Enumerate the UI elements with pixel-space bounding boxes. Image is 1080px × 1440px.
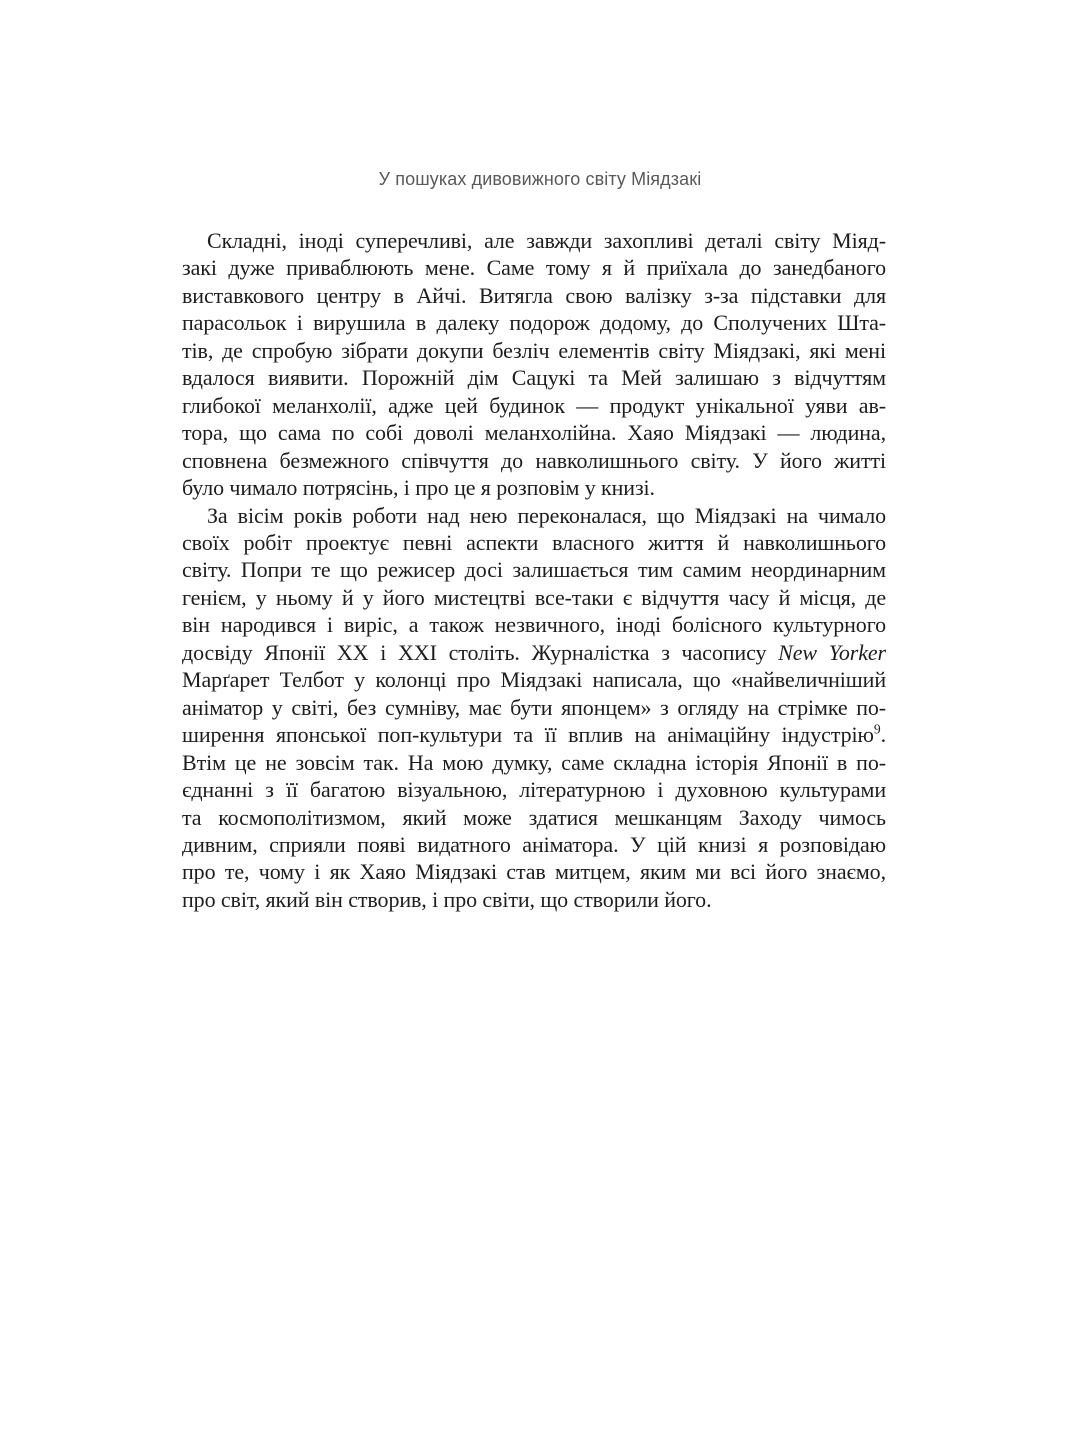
text-line: [182, 639, 886, 666]
text-segment: .: [880, 722, 886, 748]
text-segment: глибокої меланхолії, адже цей будинок — продукт унікальної уяви ав-: [182, 392, 886, 418]
text-line: [182, 392, 886, 419]
text-line: [182, 556, 886, 583]
text-segment: парасольок і вирушила в далеку подорож додому, до Сполучених Шта-: [182, 310, 886, 336]
text-segment: вдалося виявити. Порожній дім Сацукі та Мей залишаю з відчуттям: [182, 365, 886, 391]
text-segment: New Yorker: [778, 639, 887, 665]
text-segment: тора, що сама по собі доволі меланхолійна. Хаяо Міядзакі — людина,: [182, 420, 886, 446]
text-segment: та космополітизмом, який може здатися мешканцям Заходу чимось: [182, 804, 886, 830]
text-segment: закі дуже приваблюють мене. Саме тому я й приїхала до занедбаного: [182, 255, 886, 281]
text-line: [182, 282, 886, 309]
text-segment: світу. Попри те що режисер досі залишається тим самим неординарним: [182, 557, 886, 583]
text-line: [182, 254, 886, 281]
text-line: [182, 611, 886, 638]
text-segment: ширення японської поп-культури та її вплив на анімаційну індустрію: [182, 722, 874, 748]
text-segment: своїх робіт проектує певні аспекти власного життя й навколишнього: [182, 529, 886, 555]
text-line: [182, 337, 886, 364]
text-segment: єднанні з її багатою візуальною, літературною і духовною культурами: [182, 777, 886, 803]
text-segment: досвіду Японії XX і XXI століть. Журналістка з часопису: [182, 639, 779, 665]
text-segment: За вісім років роботи над нею переконалася, що Міядзакі на чимало: [207, 502, 886, 528]
text-line: [182, 474, 886, 501]
text-line: [182, 529, 886, 556]
text-segment: виставкового центру в Айчі. Витягла свою валізку з-за підставки для: [182, 282, 886, 308]
text-segment: тів, де спробую зібрати докупи безліч елементів світу Міядзакі, які мені: [182, 337, 886, 363]
text-line: [182, 831, 886, 858]
text-line: [182, 309, 886, 336]
paragraph-2: [182, 502, 886, 914]
text-line: [182, 804, 886, 831]
text-line: [182, 721, 886, 748]
footnote-reference: 9: [873, 721, 881, 737]
text-block: [182, 227, 886, 913]
text-line: [182, 419, 886, 446]
text-segment: генієм, у ньому й у його мистецтві все-таки є відчуття часу й місця, де: [182, 584, 886, 610]
paragraph-1: [182, 227, 886, 502]
text-line: [182, 447, 886, 474]
text-segment: було чимало потрясінь, і про це я розповім у книзі.: [182, 475, 655, 501]
text-segment: дивним, сприяли появі видатного аніматора. У цій книзі я розповідаю: [182, 831, 886, 857]
text-line: [182, 584, 886, 611]
text-segment: він народився і виріс, а також незвичного, іноді болісного культурного: [182, 612, 886, 638]
text-segment: Складні, іноді суперечливі, але завжди захопливі деталі світу Міяд-: [207, 228, 886, 253]
text-segment: Втім це не зовсім так. На мою думку, саме складна історія Японії в по-: [182, 749, 886, 775]
text-line: [182, 776, 886, 803]
text-line: [182, 749, 886, 776]
text-segment: про те, чому і як Хаяо Міядзакі став митцем, яким ми всі його знаємо,: [182, 859, 886, 885]
text-segment: Марґарет Телбот у колонці про Міядзакі написала, що «найвеличніший: [182, 667, 886, 693]
text-line: [182, 364, 886, 391]
text-segment: сповнена безмежного співчуття до навколишнього світу. У його житті: [182, 447, 886, 473]
text-line: [182, 886, 886, 913]
text-segment: про світ, який він створив, і про світи, що створили його.: [182, 886, 712, 912]
text-line: [182, 694, 886, 721]
text-segment: аніматор у світі, без сумніву, має бути японцем» з огляду на стрімке по-: [182, 694, 886, 720]
text-line: [182, 502, 886, 529]
text-line: [182, 858, 886, 885]
text-line: [182, 666, 886, 693]
running-header-title: У пошуках дивовижного світу Міядзакі: [378, 169, 702, 189]
text-line: [182, 227, 886, 254]
